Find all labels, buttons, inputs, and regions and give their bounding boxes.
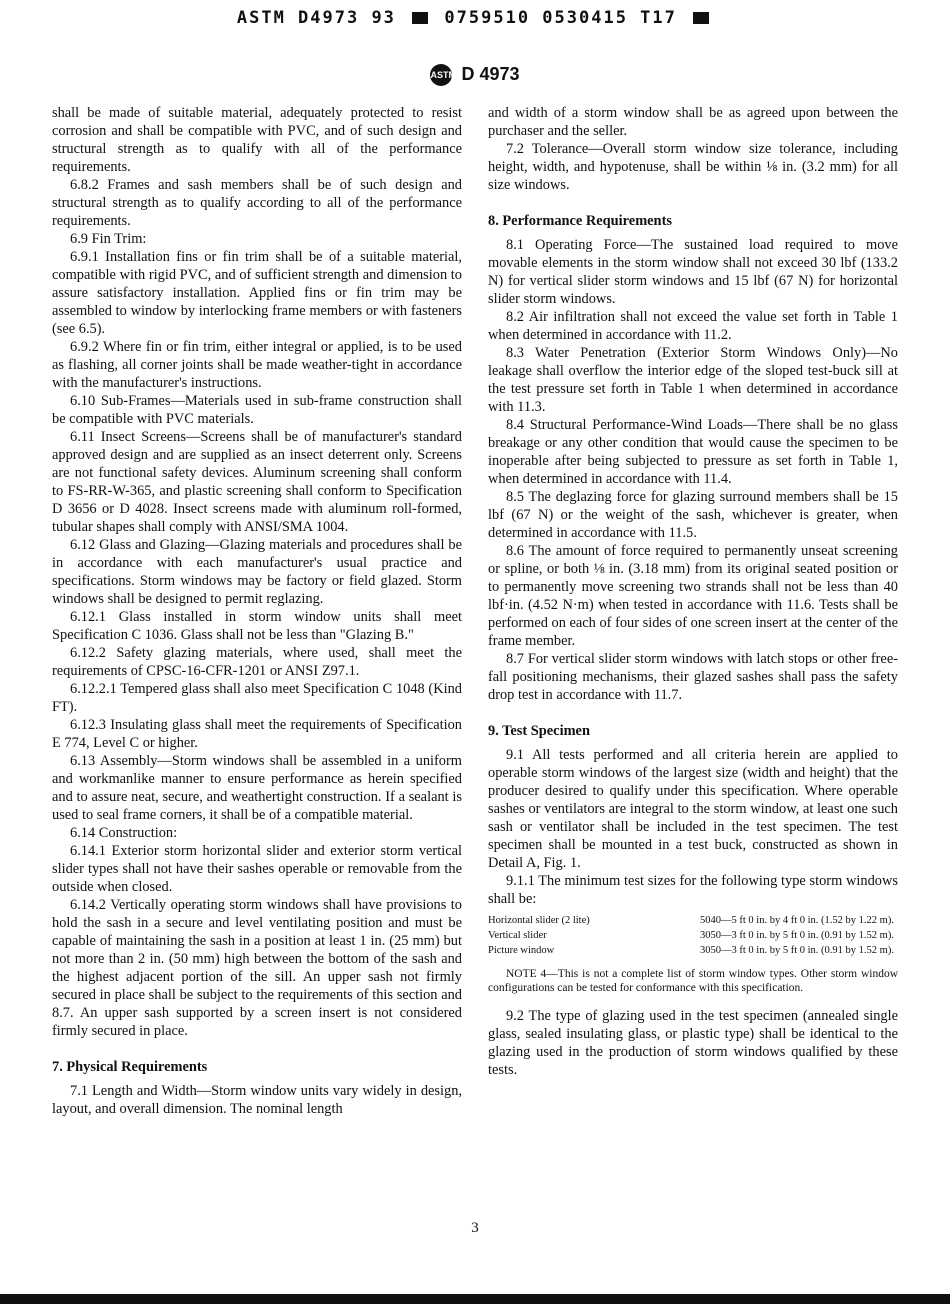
paragraph: 6.14.2 Vertically operating storm windows shall have provisions to hold the sash in a secure and level ventilating position and must be capable of maintaining the sash in a position at least 1 in. (25 mm) but not more than 2 in. (50 mm) high between the bottom of the sash and the highest adjacent portion of the sill. An upper sash not firmly secured in place shall be subject to the requirements of this section and 8.7. An upper sash supported by a screen insert is not considered firmly secured in place. [52, 897, 462, 1039]
paragraph: 8.6 The amount of force required to permanently unseat screening or spline, or both ⅛ in. (3.18 mm) from its original seated position or to permanently move screening two strands shall not be less than 40 lbf·in. (4.52 N·m) when tested in accordance with 11.6. Tests shall be performed on each of four sides of one screen insert at the center of the frame member. [488, 543, 898, 649]
paragraph: 8.5 The deglazing force for glazing surround members shall be 15 lbf (67 N) or the weight of the sash, whichever is greater, when determined in accordance with 11.5. [488, 489, 898, 541]
code-part-1: ASTM D4973 93 [236, 8, 396, 28]
paragraph: shall be made of suitable material, adequately protected to resist corrosion and shall be compatible with PVC, and of such design and structural strength as to qualify with all of the performance requirements. [52, 105, 462, 175]
paragraph: 7.2 Tolerance—Overall storm window size tolerance, including height, width, and hypotenuse, shall be within ⅛ in. (3.2 mm) for all size windows. [488, 141, 898, 193]
paragraph: 6.11 Insect Screens—Screens shall be of manufacturer's standard approved design and are supplied as an insect deterrent only. Screens are not functional safety devices. Aluminum screening shall conform to FS-RR-W-365, and plastic screening shall conform to Specification D 3656 or D 4028. Insect screens made with aluminum roll-formed, tubular shapes shall comply with ANSI/SMA 1004. [52, 429, 462, 535]
paragraph: 6.13 Assembly—Storm windows shall be assembled in a uniform and workmanlike manner to ensure performance as herein specified and to assure neat, secure, and weathertight construction. If a sealant is used to seal frame corners, it shall be of a compatible material. [52, 753, 462, 823]
paragraph: 6.14.1 Exterior storm horizontal slider and exterior storm vertical slider types shall not have their sashes operable or removable from the outside when closed. [52, 843, 462, 895]
window-type: Vertical slider [488, 930, 547, 941]
paragraph: 9.1 All tests performed and all criteria herein are applied to operable storm windows of the largest size (width and height) that the producer desired to qualify under this specification. Where operable sashes or ventilators are integral to the storm window, at least one such sash or ventilator shall be included in the test specimen. The test specimen shall be mounted in a test buck, constructed as shown in Detail A, Fig. 1. [488, 747, 898, 871]
black-block-mark [693, 12, 709, 24]
paragraph: 6.12 Glass and Glazing—Glazing materials and procedures shall be in accordance with each manufacturer's usual practice and specifications. Storm windows may be factory or field glazed. Storm windows shall be designed to permit reglazing. [52, 537, 462, 607]
size-row [488, 929, 898, 942]
paragraph: 6.10 Sub-Frames—Materials used in sub-frame construction shall be compatible with PVC materials. [52, 393, 462, 427]
window-type: Horizontal slider (2 lite) [488, 915, 590, 926]
paragraph: 9.1.1 The minimum test sizes for the following type storm windows shall be: [488, 873, 898, 907]
paragraph: 6.9.1 Installation fins or fin trim shall be of a suitable material, compatible with rigid PVC, and of sufficient strength and dimension to assure satisfactory installation. Applied fins or fin trim may be assembled to window by interlocking frame members or with fasteners (see 6.5). [52, 249, 462, 337]
paragraph: 6.9.2 Where fin or fin trim, either integral or applied, is to be used as flashing, all corner joints shall be made weather-tight in accordance with the manufacturer's instructions. [52, 339, 462, 391]
window-size: 5040—5 ft 0 in. by 4 ft 0 in. (1.52 by 1.22 m). [700, 915, 894, 926]
paragraph: 7.1 Length and Width—Storm window units vary widely in design, layout, and overall dimension. The nominal length [52, 1083, 462, 1117]
size-row [488, 944, 898, 957]
section-heading: 9. Test Specimen [488, 723, 590, 739]
paragraph: 8.4 Structural Performance-Wind Loads—There shall be no glass breakage or any other condition that would cause the specimen to be inoperable after being subjected to pressure as set forth in Table 1, when determined in accordance with 11.4. [488, 417, 898, 487]
paragraph: 8.7 For vertical slider storm windows with latch stops or other free-fall positioning mechanisms, their glazed sashes shall pass the safety drop test in accordance with 11.7. [488, 651, 898, 703]
right-column [488, 104, 898, 1079]
black-block-mark [412, 12, 428, 24]
document-code-line [0, 8, 950, 28]
note-4: NOTE 4—This is not a complete list of storm window types. Other storm window configurations can be tested for conformance with this specification. [488, 968, 898, 994]
left-column [52, 104, 462, 1118]
paragraph: 6.9 Fin Trim: [70, 231, 147, 247]
paragraph: 6.8.2 Frames and sash members shall be of such design and structural strength as to qualify according to all of the performance requirements. [52, 177, 462, 229]
astm-logo-icon: ASTM [430, 64, 452, 86]
window-size: 3050—3 ft 0 in. by 5 ft 0 in. (0.91 by 1.52 m). [700, 930, 894, 941]
paragraph: 8.2 Air infiltration shall not exceed the value set forth in Table 1 when determined in accordance with 11.2. [488, 309, 898, 343]
paragraph: 6.12.1 Glass installed in storm window units shall meet Specification C 1036. Glass shall not be less than "Glazing B." [52, 609, 462, 643]
page-number: 3 [471, 1220, 479, 1236]
window-type: Picture window [488, 945, 555, 956]
paragraph: 6.14 Construction: [70, 825, 178, 841]
page-header [0, 64, 950, 86]
section-heading: 8. Performance Requirements [488, 213, 672, 229]
paragraph: 6.12.2 Safety glazing materials, where used, shall meet the requirements of CPSC-16-CFR-1201 or ANSI Z97.1. [52, 645, 462, 679]
paragraph: 9.2 The type of glazing used in the test specimen (annealed single glass, sealed insulating glass, or plastic type) shall be identical to the glazing used in the production of storm windows qualified by these tests. [488, 1008, 898, 1078]
test-size-list [488, 914, 898, 957]
code-part-2: 0759510 0530415 T17 [444, 8, 677, 28]
paragraph: 6.12.2.1 Tempered glass shall also meet Specification C 1048 (Kind FT). [52, 681, 462, 715]
paragraph: and width of a storm window shall be as agreed upon between the purchaser and the seller. [488, 105, 898, 139]
section-heading: 7. Physical Requirements [52, 1059, 208, 1075]
paragraph: 8.3 Water Penetration (Exterior Storm Windows Only)—No leakage shall overflow the interior edge of the sloped test-buck sill at the test pressure set forth in Table 1 when determined in accordance with 11.3. [488, 345, 898, 415]
bottom-rule [0, 1294, 950, 1304]
paragraph: 6.12.3 Insulating glass shall meet the requirements of Specification E 774, Level C or higher. [52, 717, 462, 751]
window-size: 3050—3 ft 0 in. by 5 ft 0 in. (0.91 by 1.52 m). [700, 945, 894, 956]
paragraph: 8.1 Operating Force—The sustained load required to move movable elements in the storm window shall not exceed 30 lbf (133.2 N) for vertical slider storm windows and 15 lbf (67 N) for horizontal slider storm windows. [488, 237, 898, 307]
designation: D 4973 [461, 64, 520, 84]
size-row [488, 914, 898, 927]
